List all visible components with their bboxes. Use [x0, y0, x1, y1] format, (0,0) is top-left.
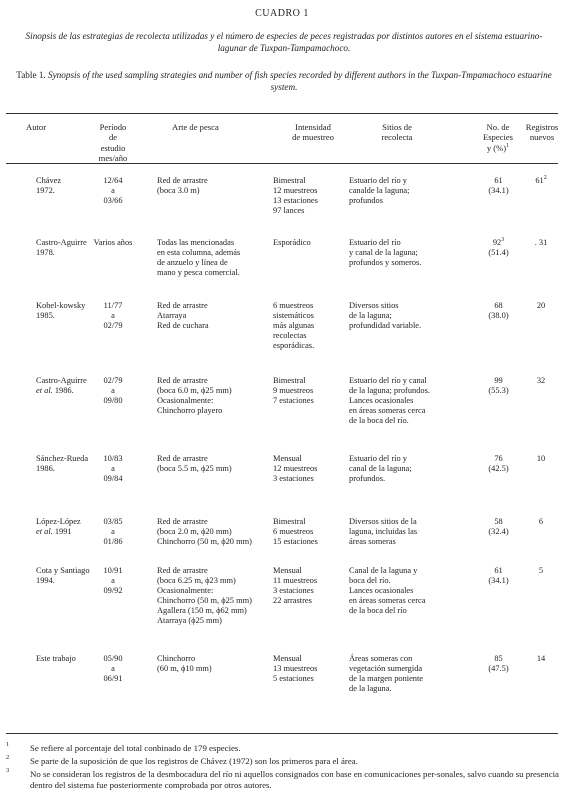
- cell-especies: [477, 517, 520, 537]
- cell-registros: [520, 376, 562, 386]
- cell-intensidad: [273, 454, 353, 484]
- cell-registros: [520, 454, 562, 464]
- cell-intensidad-line: Mensual: [273, 566, 302, 575]
- cell-sitios-line: canal de la laguna;: [349, 464, 412, 474]
- cell-arte-de-pesca-line: Agallera (150 m, ϕ62 mm): [157, 606, 247, 616]
- cell-periodo: [88, 301, 138, 331]
- cell-arte-de-pesca-line: Atarraya: [157, 311, 187, 321]
- cell-intensidad-line: 15 estaciones: [273, 537, 318, 547]
- header-intensidad-line: Intensidad: [295, 122, 331, 132]
- cell-periodo-line: a: [111, 186, 115, 196]
- cell-intensidad-line: 22 arrastres: [273, 596, 312, 606]
- cell-periodo-line: a: [111, 386, 115, 396]
- cell-arte-de-pesca: [157, 301, 272, 331]
- header-especies-line: No. de: [486, 122, 510, 132]
- cell-especies-line: $92^3$: [492, 237, 505, 247]
- cell-periodo-line: 09/92: [103, 586, 123, 596]
- cell-sitios-line: de la laguna.: [349, 684, 392, 694]
- cell-especies-line: (34.1): [488, 186, 509, 196]
- cell-arte-de-pesca: [157, 238, 272, 278]
- cell-arte-de-pesca-line: Chinchorro playero: [157, 406, 223, 416]
- cell-arte-de-pesca-line: Ocasionalmente:: [157, 586, 214, 596]
- table-title: CUADRO 1: [255, 8, 309, 19]
- cell-intensidad-line: 11 muestreos: [273, 576, 318, 586]
- cell-periodo: [88, 238, 138, 248]
- cell-intensidad-line: Esporádico: [273, 238, 311, 247]
- cell-sitios: [349, 454, 474, 484]
- footnote-number: 2: [6, 754, 10, 761]
- footnote-number: 1: [6, 741, 10, 748]
- cell-periodo-line: Varios años: [93, 238, 133, 247]
- footnote-marker: 3: [501, 237, 505, 243]
- cell-arte-de-pesca-line: mano y pesca comercial.: [157, 268, 240, 278]
- cell-periodo: [88, 654, 138, 684]
- cell-registros: [520, 566, 562, 576]
- cell-intensidad: [273, 238, 353, 248]
- header-periodo: [88, 122, 138, 164]
- cell-registros-line: 5: [538, 566, 544, 575]
- cell-periodo-line: a: [111, 464, 115, 474]
- cell-intensidad-line: 12 muestreos: [273, 186, 318, 196]
- cell-intensidad-line: 97 lances: [273, 206, 305, 216]
- footnote-marker: 2: [543, 175, 547, 181]
- cell-autor-line: et al. 1986.: [36, 386, 74, 396]
- cell-sitios: [349, 654, 474, 694]
- cell-intensidad-line: 5 estaciones: [273, 674, 314, 684]
- cell-intensidad-line: 12 muestreos: [273, 464, 318, 474]
- cell-registros-line: 10: [536, 454, 546, 463]
- cell-arte-de-pesca-line: (boca 5.5 m, ϕ25 mm): [157, 464, 232, 474]
- footnote-marker: 1: [506, 142, 510, 149]
- cell-especies-line: 58: [494, 517, 503, 526]
- cell-periodo-line: 11/77: [103, 301, 123, 310]
- cell-especies: [477, 238, 520, 258]
- cell-especies-line: 61: [494, 176, 503, 185]
- cell-arte-de-pesca: [157, 517, 272, 547]
- cell-intensidad-line: 6 muestreos: [273, 301, 314, 310]
- cell-arte-de-pesca-line: Ocasionalmente:: [157, 396, 214, 406]
- cell-intensidad-line: 3 estaciones: [273, 586, 314, 596]
- cell-periodo-line: 02/79: [103, 321, 123, 331]
- cell-intensidad-line: Mensual: [273, 654, 302, 663]
- cell-intensidad-line: esporádicas.: [273, 341, 315, 351]
- cell-sitios-line: y canal de la laguna;: [349, 248, 418, 258]
- cell-sitios-line: Estuario del río y canal: [349, 376, 427, 385]
- cell-autor-line: Este trabajo: [36, 654, 76, 663]
- cell-periodo: [88, 566, 138, 596]
- cell-sitios-line: Lances ocasionales: [349, 396, 414, 406]
- header-periodo-line: estudio: [100, 142, 126, 153]
- cell-arte-de-pesca-line: Red de arrastre: [157, 376, 208, 385]
- footnote-text: Se refiere al porcentaje del total conbinado de 179 especies.: [30, 743, 241, 753]
- cell-periodo-line: 09/84: [103, 474, 123, 484]
- cell-sitios-line: de la laguna;: [349, 311, 392, 321]
- cell-sitios-line: Estuario del río y: [349, 454, 407, 463]
- cell-especies-line: 99: [494, 376, 503, 385]
- cell-especies-line: (38.0): [488, 311, 509, 321]
- cell-sitios-line: laguna, incluidas las: [349, 527, 418, 537]
- cell-arte-de-pesca-line: Chinchorro (50 m, ϕ25 mm): [157, 596, 252, 606]
- cell-especies-line: (47.5): [488, 664, 509, 674]
- cell-sitios-line: boca del río.: [349, 576, 391, 586]
- cell-periodo-line: 01/86: [103, 537, 123, 547]
- cell-especies-line: 76: [494, 454, 503, 463]
- cell-periodo-line: 03/66: [103, 196, 123, 206]
- cell-sitios-line: de la boca del río.: [349, 416, 409, 426]
- cell-especies-line: (51.4): [488, 248, 509, 258]
- cell-sitios-line: Áreas someras con: [349, 654, 413, 663]
- cell-periodo-line: 09/80: [103, 396, 123, 406]
- cell-sitios-line: Estuario del río y: [349, 176, 407, 185]
- cell-arte-de-pesca-line: Red de arrastre: [157, 517, 208, 526]
- cell-autor-line: Cota y Santiago: [36, 566, 90, 575]
- cell-sitios-line: en áreas someras cerca: [349, 406, 426, 416]
- cell-registros: [520, 517, 562, 527]
- cell-periodo-line: a: [111, 576, 115, 586]
- cell-intensidad-line: más algunas: [273, 321, 315, 331]
- cell-periodo-line: a: [111, 527, 115, 537]
- cell-arte-de-pesca: [157, 654, 272, 674]
- cell-periodo-line: a: [111, 664, 115, 674]
- cell-periodo-line: 10/91: [103, 566, 123, 575]
- cell-periodo-line: 06/91: [103, 674, 123, 684]
- cell-arte-de-pesca-line: Chinchorro: [157, 654, 196, 663]
- header-registros-line: Registros: [525, 122, 559, 132]
- bottom-rule: [6, 733, 558, 734]
- cell-autor-line: Sánchez-Rueda: [36, 454, 89, 463]
- cell-registros: [520, 176, 562, 186]
- cell-sitios-line: Estuario del río: [349, 238, 401, 247]
- cell-sitios: [349, 517, 474, 547]
- cell-arte-de-pesca-line: Atarraya (ϕ25 mm): [157, 616, 222, 626]
- cell-autor-line: et al. 1991: [36, 527, 72, 537]
- cell-autor-line: Chávez: [36, 176, 62, 185]
- header-sitios: [351, 122, 443, 143]
- cell-sitios-line: de la boca del río: [349, 606, 407, 616]
- header-rule: [6, 163, 558, 164]
- cell-periodo: [88, 517, 138, 547]
- cell-arte-de-pesca-line: Red de arrastre: [157, 454, 208, 463]
- cell-arte-de-pesca-line: (boca 3.0 m): [157, 186, 200, 196]
- cell-intensidad-line: 7 estaciones: [273, 396, 314, 406]
- cell-registros-line: 32: [536, 376, 546, 385]
- cell-intensidad-line: sistemáticos: [273, 311, 314, 321]
- cell-intensidad-line: Mensual: [273, 454, 302, 463]
- header-arte-de-pesca-line: Arte de pesca: [172, 122, 219, 132]
- cell-sitios-line: de la laguna; profundos.: [349, 386, 430, 396]
- cell-autor-line: Castro-Aguirre: [36, 238, 87, 247]
- footnote-number: 3: [6, 767, 10, 774]
- cell-especies-line: (34.1): [488, 576, 509, 586]
- cell-intensidad-line: 6 muestreos: [273, 527, 314, 537]
- cell-autor-line: Castro-Aguirre: [36, 376, 87, 385]
- footnote-text: No se consideran los registros de la desmbocadura del río ni aquellos consignados con base en comunicaciones per-sonales, salvo cuando su presencia dentro del sistema fue posteriormente comprobada por otros autores.: [30, 769, 559, 790]
- cell-intensidad: [273, 376, 353, 406]
- cell-autor-line: Kobel-kowsky: [36, 301, 86, 310]
- footnote-text: Se parte de la suposición de que los registros de Chávez (1972) son los primeros para el área.: [30, 756, 358, 766]
- cell-intensidad-line: Bimestral: [273, 517, 306, 526]
- cell-intensidad: [273, 301, 353, 351]
- header-especies-line: Especies: [482, 132, 514, 143]
- cell-autor-line: López-López: [36, 517, 81, 526]
- cell-periodo: [88, 454, 138, 484]
- cell-especies: [477, 301, 520, 321]
- cell-arte-de-pesca: [157, 376, 272, 416]
- header-especies-line: y (%)$^1$: [486, 142, 510, 153]
- cell-intensidad-line: 13 muestreos: [273, 664, 318, 674]
- cell-intensidad-line: 3 estaciones: [273, 474, 314, 484]
- header-autor-line: Autor: [26, 122, 47, 132]
- header-intensidad: [273, 122, 353, 143]
- cell-especies-line: 85: [494, 654, 503, 663]
- cell-especies: [477, 454, 520, 474]
- cell-sitios: [349, 376, 474, 426]
- header-arte-de-pesca: [172, 122, 219, 132]
- cell-periodo: [88, 376, 138, 406]
- cell-sitios: [349, 238, 474, 268]
- cell-intensidad-line: 9 muestreos: [273, 386, 314, 396]
- cell-registros-line: 6: [538, 517, 544, 526]
- cell-arte-de-pesca-line: (boca 2.0 m, ϕ20 mm): [157, 527, 232, 537]
- cell-sitios: [349, 176, 474, 206]
- cell-periodo-line: 12/64: [103, 176, 123, 185]
- cell-especies: [477, 376, 520, 396]
- cell-arte-de-pesca-line: Red de cuchara: [157, 321, 209, 331]
- cell-autor-line: 1978.: [36, 248, 55, 258]
- header-intensidad-line: de muestreo: [292, 132, 334, 143]
- cell-registros: [520, 654, 562, 664]
- header-periodo-line: mes/año: [98, 153, 128, 164]
- cell-periodo-line: 05/90: [103, 654, 123, 663]
- cell-arte-de-pesca-line: (boca 6.0 m, ϕ25 mm): [157, 386, 232, 396]
- cell-especies-line: 68: [494, 301, 503, 310]
- cell-periodo-line: a: [111, 311, 115, 321]
- cell-arte-de-pesca-line: Chinchorro (50 m, ϕ20 mm): [157, 537, 252, 547]
- cell-registros-line: $61^2$: [535, 175, 547, 185]
- cell-arte-de-pesca-line: en esta columna, además: [157, 248, 241, 258]
- cell-autor-line: 1985.: [36, 311, 55, 321]
- cell-periodo-line: 02/79: [103, 376, 123, 385]
- cell-especies: [477, 176, 520, 196]
- caption-english-label: Table 1.: [16, 70, 46, 80]
- caption-spanish: Sinopsis de las estrategias de recolecta utilizadas y el número de especies de peces registradas por distintos autores en el sistema estuarino-lagunar de Tuxpan-Tampamachoco.: [25, 31, 543, 53]
- cell-intensidad-line: 13 estaciones: [273, 196, 318, 206]
- cell-sitios-line: de la margen poniente: [349, 674, 424, 684]
- cell-registros: [520, 301, 562, 311]
- cell-sitios-line: vegetación sumergida: [349, 664, 423, 674]
- cell-sitios-line: canalde la laguna;: [349, 186, 410, 196]
- cell-sitios: [349, 301, 474, 331]
- header-autor: [26, 122, 46, 132]
- cell-sitios-line: Canal de la laguna y: [349, 566, 418, 575]
- cell-intensidad: [273, 176, 353, 216]
- cell-sitios: [349, 566, 474, 616]
- cell-intensidad-line: Bimestral: [273, 376, 306, 385]
- caption-english-text: Synopsis of the used sampling strategies and number of fish species recorded by different authors in the Tuxpan-Tmpamachoco estuarine system.: [48, 70, 552, 92]
- cell-registros: [520, 238, 562, 248]
- cell-arte-de-pesca-line: de anzuelo y línea de: [157, 258, 228, 268]
- header-registros: [518, 122, 564, 143]
- header-sitios-line: recolecta: [381, 132, 413, 143]
- cell-periodo-line: 03/85: [103, 517, 123, 526]
- cell-sitios-line: profundos.: [349, 474, 386, 484]
- cell-arte-de-pesca: [157, 176, 272, 196]
- cell-registros-line: 14: [536, 654, 546, 663]
- cell-sitios-line: Diversos sitios: [349, 301, 399, 310]
- cell-sitios-line: en áreas someras cerca: [349, 596, 426, 606]
- cell-especies-line: 61: [494, 566, 503, 575]
- header-periodo-line: Período: [99, 122, 127, 132]
- cell-especies-line: (32.4): [488, 527, 509, 537]
- cell-arte-de-pesca: [157, 454, 272, 474]
- cell-arte-de-pesca-line: Red de arrastre: [157, 176, 208, 185]
- cell-sitios-line: Lances ocasionales: [349, 586, 414, 596]
- cell-sitios-line: Diversos sitios de la: [349, 517, 417, 526]
- cell-especies-line: (42.5): [488, 464, 509, 474]
- caption-english: [14, 70, 554, 93]
- cell-especies: [477, 566, 520, 586]
- cell-arte-de-pesca: [157, 566, 272, 626]
- header-registros-line: nuevos: [529, 132, 555, 143]
- cell-arte-de-pesca-line: Red de arrastre: [157, 566, 208, 575]
- cell-periodo: [88, 176, 138, 206]
- cell-autor-line: 1986.: [36, 464, 55, 474]
- cell-registros-line: 20: [536, 301, 546, 310]
- cell-autor-line: 1972.: [36, 186, 55, 196]
- cell-registros-line: . 31: [534, 238, 548, 247]
- cell-intensidad: [273, 654, 353, 684]
- cell-especies-line: (55.3): [488, 386, 509, 396]
- header-sitios-line: Sitios de: [382, 122, 412, 132]
- cell-especies: [477, 654, 520, 674]
- header-especies: [473, 122, 523, 153]
- cell-arte-de-pesca-line: (60 m, ϕ10 mm): [157, 664, 212, 674]
- cell-intensidad: [273, 517, 353, 547]
- cell-sitios-line: profundos y someros.: [349, 258, 422, 268]
- top-rule: [6, 113, 558, 114]
- cell-intensidad-line: recolectas: [273, 331, 307, 341]
- cell-arte-de-pesca-line: Todas las mencionadas: [157, 238, 235, 247]
- cell-arte-de-pesca-line: (boca 6.25 m, ϕ23 mm): [157, 576, 236, 586]
- cell-intensidad: [273, 566, 353, 606]
- header-periodo-line: de: [108, 132, 118, 143]
- cell-arte-de-pesca-line: Red de arrastre: [157, 301, 208, 310]
- cell-sitios-line: profundidad variable.: [349, 321, 422, 331]
- cell-autor-line: 1994.: [36, 576, 55, 586]
- cell-intensidad-line: Bimestral: [273, 176, 306, 185]
- cell-sitios-line: profundos: [349, 196, 383, 206]
- cell-periodo-line: 10/83: [103, 454, 123, 463]
- cell-sitios-line: áreas someras: [349, 537, 396, 547]
